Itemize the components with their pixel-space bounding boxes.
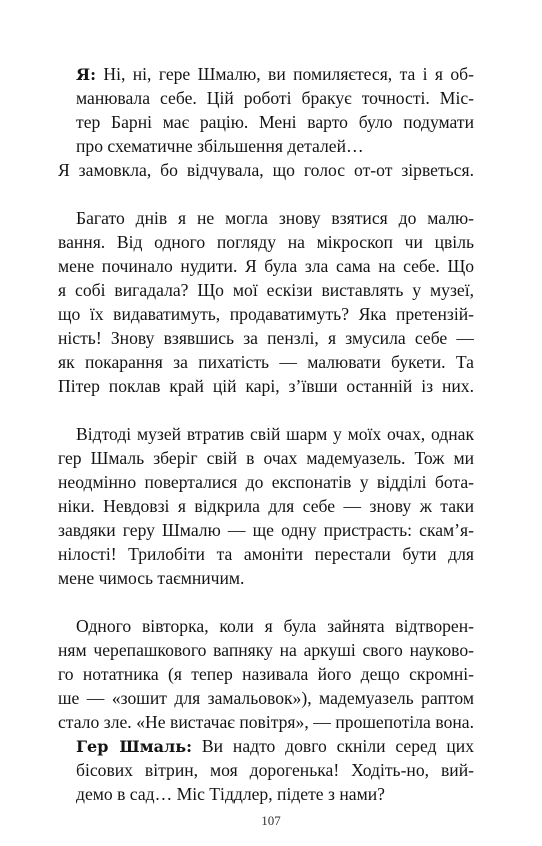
paragraph-text: го нотатника (я тепер називала його дещо скромні-	[58, 664, 474, 684]
narration-text: Я замовкла, бо відчувала, що голос от-от зірветься.	[58, 160, 474, 180]
paragraph-line	[0, 614, 542, 638]
paragraph-text: мене починало нудити. Я була зла сама на себе. Що	[58, 256, 474, 276]
paragraph-text: Пітер поклав край цій карі, з’ївши останній із них.	[58, 376, 474, 396]
dialogue-line	[0, 782, 542, 806]
dialogue-text: Ні, ні, гере Шмалю, ви помиляєтеся, та і я об-	[103, 64, 474, 84]
paragraph-text: Одного вівторка, коли я була зайнята відтворен-	[76, 616, 474, 636]
paragraph-text: ше — «зошит для замальовок»), мадемуазель раптом	[58, 688, 474, 708]
paragraph-text: неодмінно поверталися до експонатів у відділі бота-	[58, 472, 474, 492]
dialogue-line	[0, 110, 542, 134]
narration-line	[0, 158, 542, 182]
dialogue-text: про схематичне збільшення деталей…	[76, 136, 364, 156]
dialogue-text: Ви надто довго скніли серед цих	[201, 736, 475, 756]
dialogue-text: бісових вітрин, моя дорогенька! Ходіть-но, вий-	[76, 760, 474, 780]
dialogue-first-line	[76, 62, 474, 87]
paragraph-line	[0, 638, 542, 662]
paragraph-line	[0, 206, 542, 230]
paragraph-text: я собі вигадала? Що мої ескізи виставлять у музеї,	[58, 280, 474, 300]
page-number: 107	[261, 813, 281, 828]
paragraph-line	[0, 710, 542, 734]
paragraph-line	[0, 662, 542, 686]
paragraph-line	[0, 566, 542, 590]
speaker-label: Гер Шмаль:	[76, 737, 193, 756]
paragraph-line	[0, 494, 542, 518]
paragraph-text: ність! Знову взявшись за пензлі, я змусила себе —	[58, 328, 474, 348]
paragraph-text: мене чимось таємничим.	[58, 568, 245, 588]
paragraph-text: ніки. Невдовзі я відкрила для себе — знову ж таки	[58, 496, 474, 516]
paragraph-text: Відтоді музей втратив свій шарм у моїх очах, однак	[76, 424, 474, 444]
paragraph-text: Багато днів я не могла знову взятися до малю-	[76, 208, 474, 228]
paragraph-line	[0, 254, 542, 278]
dialogue-line	[0, 734, 542, 758]
paragraph-text: що їх видаватимуть, продаватимуть? Яка претензій-	[58, 304, 474, 324]
paragraph-text: стало зле. «Не вистачає повітря», — прошепотіла вона.	[58, 712, 474, 732]
paragraph-line	[0, 518, 542, 542]
dialogue-line	[0, 134, 542, 158]
paragraph-text: завдяки геру Шмалю — ще одну пристрасть: скам’я-	[58, 520, 474, 540]
paragraph-line	[0, 350, 542, 374]
dialogue-line	[0, 62, 542, 86]
dialogue-line	[0, 86, 542, 110]
dialogue-text: тер Барні має рацію. Мені варто було подумати	[76, 112, 474, 132]
paragraph-text: ням черепашкового вапняку на аркуші свого науково-	[58, 640, 474, 660]
paragraph-line	[0, 278, 542, 302]
paragraph-line	[0, 302, 542, 326]
dialogue-first-line	[76, 734, 474, 759]
paragraph-line	[0, 470, 542, 494]
paragraph-line	[0, 686, 542, 710]
paragraph-text: вання. Від одного погляду на мікроскоп чи цвіль	[58, 232, 474, 252]
paragraph-line	[0, 422, 542, 446]
paragraph-text: як покарання за пихатість — малювати букети. Та	[58, 352, 474, 372]
dialogue-line	[0, 758, 542, 782]
dialogue-text: манювала себе. Цій роботі бракує точності. Міс-	[76, 88, 474, 108]
paragraph-line	[0, 230, 542, 254]
paragraph-line	[0, 374, 542, 398]
paragraph-line	[0, 326, 542, 350]
paragraph-text: нілості! Трилобіти та амоніти перестали бути для	[58, 544, 474, 564]
paragraph-line	[0, 446, 542, 470]
paragraph-text: гер Шмаль зберіг свій в очах мадемуазель. Тож ми	[58, 448, 474, 468]
paragraph-line	[0, 542, 542, 566]
dialogue-text: демо в сад… Міс Тіддлер, підете з нами?	[76, 784, 385, 804]
speaker-label: Я:	[76, 65, 97, 84]
